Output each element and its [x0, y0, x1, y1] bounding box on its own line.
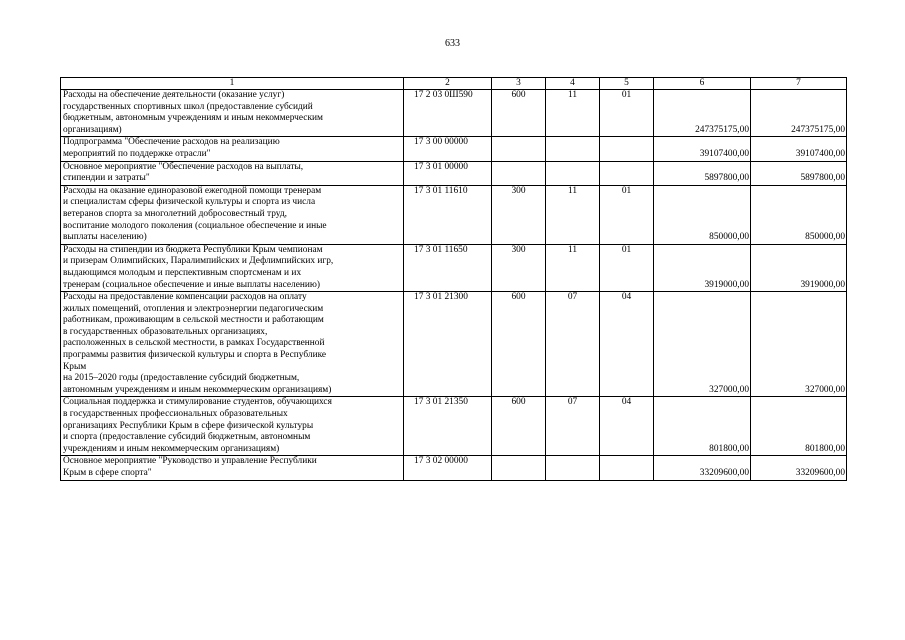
header-row: [61, 78, 847, 90]
expense-name-line: в государственных профессиональных образовательных: [63, 409, 288, 420]
table-row: [61, 185, 847, 244]
target-code-cell: 17 3 01 11610: [404, 185, 492, 244]
amount-cell: 33209600,00: [654, 456, 751, 480]
column-header: 6: [654, 78, 751, 90]
amount-cell: 3919000,00: [654, 244, 751, 291]
amount-cell: 801800,00: [751, 397, 847, 456]
section-cell: [546, 137, 600, 161]
subsection-cell: 01: [600, 244, 654, 291]
expense-name-line: воспитание молодого поколения (социальное обеспечение и иные: [63, 220, 327, 231]
section-cell: 11: [546, 244, 600, 291]
expense-name-line: и специалистам сферы физической культуры и спорта из числа: [63, 197, 316, 208]
target-code-cell: 17 3 01 11650: [404, 244, 492, 291]
amount-cell: 850000,00: [751, 185, 847, 244]
amount-cell: 327000,00: [654, 292, 751, 397]
table-row: [61, 161, 847, 185]
expense-name-line: Основное мероприятие "Обеспечение расходов на выплаты,: [63, 161, 304, 172]
expense-name-line: в государственных образовательных организациях,: [63, 326, 268, 337]
expense-name-line: работникам, проживающим в сельской местности и работающим: [63, 315, 324, 326]
section-cell: [546, 456, 600, 480]
expense-name-line: тренерам (социальное обеспечение и иные выплаты населению): [63, 279, 321, 290]
section-cell: [546, 161, 600, 185]
column-header: 5: [600, 78, 654, 90]
expense-name-line: бюджетным, автономным учреждениям и иным некоммерческим: [63, 113, 323, 124]
table-row: [61, 397, 847, 456]
subsection-cell: [600, 456, 654, 480]
expense-name-line: Основное мероприятие "Руководство и управление Республики: [63, 456, 317, 467]
amount-cell: 801800,00: [654, 397, 751, 456]
expense-name-line: и спорта (предоставление субсидий бюджетным, автономным: [63, 432, 311, 443]
expense-name-line: Расходы на стипендии из бюджета Республики Крым чемпионам: [63, 244, 323, 255]
amount-cell: 33209600,00: [751, 456, 847, 480]
table-row: [61, 137, 847, 161]
expense-name-line: Социальная поддержка и стимулирование студентов, обучающихся: [63, 397, 332, 408]
expense-name-line: выплаты населению): [63, 232, 147, 243]
amount-cell: 3919000,00: [751, 244, 847, 291]
expense-name-line: организациям): [63, 124, 122, 135]
column-header: 7: [751, 78, 847, 90]
expense-name-line: автономным учреждениям и иным некоммерческим организациям): [63, 384, 332, 395]
expense-name-cell: [61, 137, 404, 161]
column-header: 2: [404, 78, 492, 90]
amount-cell: 247375175,00: [751, 90, 847, 137]
expense-name-line: стипендии и затраты": [63, 173, 150, 184]
amount-cell: 5897800,00: [751, 161, 847, 185]
expense-name-line: Крым: [63, 361, 87, 372]
expense-name-cell: [61, 292, 404, 397]
expense-type-cell: 600: [492, 397, 546, 456]
table-row: [61, 90, 847, 137]
table-body: [61, 78, 847, 481]
expense-type-cell: 600: [492, 90, 546, 137]
expense-type-cell: [492, 161, 546, 185]
expense-name-line: Расходы на обеспечение деятельности (оказание услуг): [63, 90, 285, 100]
budget-table: [60, 77, 847, 481]
expense-name-line: Крым в сфере спорта": [63, 468, 152, 478]
amount-cell: 39107400,00: [751, 137, 847, 161]
table-row: [61, 244, 847, 291]
expense-name-cell: [61, 456, 404, 480]
expense-name-cell: [61, 397, 404, 456]
expense-name-line: Расходы на оказание единоразовой ежегодной помощи тренерам: [63, 185, 322, 196]
column-header: 4: [546, 78, 600, 90]
target-code-cell: 17 2 03 0Ш590: [404, 90, 492, 137]
amount-cell: 39107400,00: [654, 137, 751, 161]
expense-name-cell: [61, 244, 404, 291]
subsection-cell: 04: [600, 292, 654, 397]
expense-type-cell: 600: [492, 292, 546, 397]
expense-name-line: выдающимся молодым и перспективным спортсменам и их: [63, 267, 302, 278]
expense-name-line: жилых помещений, отопления и электроэнергии педагогическим: [63, 303, 324, 314]
target-code-cell: 17 3 01 21300: [404, 292, 492, 397]
expense-type-cell: 300: [492, 244, 546, 291]
column-header: 1: [61, 78, 404, 90]
expense-name-cell: [61, 185, 404, 244]
subsection-cell: [600, 137, 654, 161]
expense-name-line: программы развития физической культуры и спорта в Республике: [63, 350, 327, 361]
amount-cell: 247375175,00: [654, 90, 751, 137]
page-number: 633: [445, 38, 460, 49]
table-row: [61, 292, 847, 397]
target-code-cell: 17 3 02 00000: [404, 456, 492, 480]
expense-type-cell: [492, 137, 546, 161]
expense-name-cell: [61, 161, 404, 185]
expense-name-line: Расходы на предоставление компенсации расходов на оплату: [63, 292, 307, 303]
subsection-cell: 01: [600, 185, 654, 244]
expense-name-line: мероприятий по поддержке отрасли": [63, 148, 211, 159]
amount-cell: 327000,00: [751, 292, 847, 397]
expense-name-line: и призерам Олимпийских, Паралимпийских и Дефлимпийских игр,: [63, 256, 334, 267]
subsection-cell: 04: [600, 397, 654, 456]
section-cell: 07: [546, 292, 600, 397]
expense-name-line: организациях Республики Крым в сфере физической культуры: [63, 420, 314, 431]
expense-name-line: на 2015–2020 годы (предоставление субсидий бюджетным,: [63, 373, 300, 384]
subsection-cell: [600, 161, 654, 185]
expense-name-line: ветеранов спорта за многолетний добросовестный труд,: [63, 208, 287, 219]
section-cell: 07: [546, 397, 600, 456]
expense-type-cell: [492, 456, 546, 480]
section-cell: 11: [546, 185, 600, 244]
section-cell: 11: [546, 90, 600, 137]
subsection-cell: 01: [600, 90, 654, 137]
column-header: 3: [492, 78, 546, 90]
expense-name-line: государственных спортивных школ (предоставление субсидий: [63, 101, 313, 112]
expense-name-line: Подпрограмма "Обеспечение расходов на реализацию: [63, 137, 280, 148]
target-code-cell: 17 3 01 21350: [404, 397, 492, 456]
amount-cell: 850000,00: [654, 185, 751, 244]
amount-cell: 5897800,00: [654, 161, 751, 185]
table-row: [61, 456, 847, 480]
expense-name-cell: [61, 90, 404, 137]
expense-type-cell: 300: [492, 185, 546, 244]
target-code-cell: 17 3 01 00000: [404, 161, 492, 185]
expense-name-line: учреждениям и иным некоммерческим организациям): [63, 443, 280, 454]
target-code-cell: 17 3 00 00000: [404, 137, 492, 161]
expense-name-line: расположенных в сельской местности, в рамках Государственной: [63, 338, 325, 349]
